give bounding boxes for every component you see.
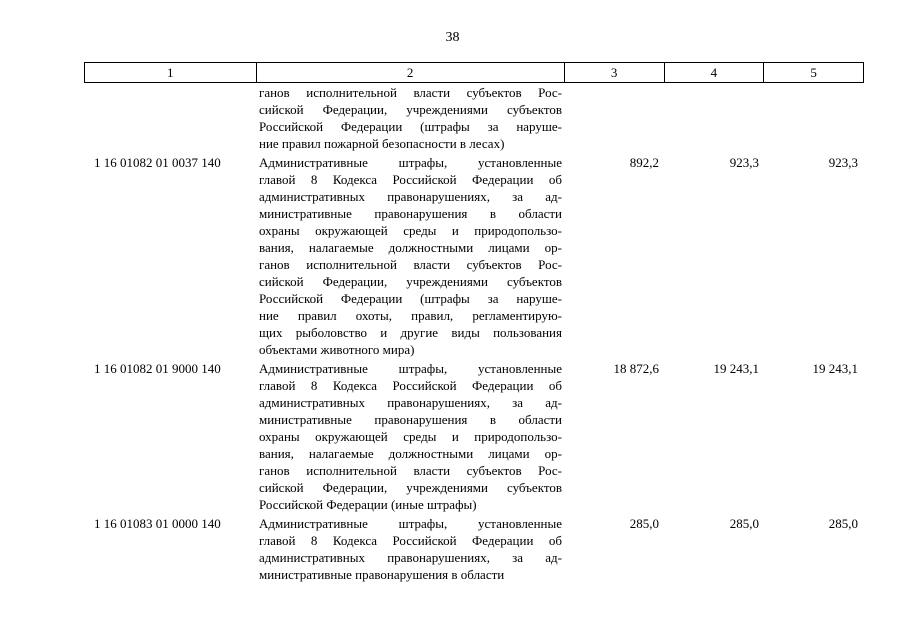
description-line: Административные штрафы, установленные <box>259 516 562 531</box>
description-line: вания, налагаемые должностными лицами ор- <box>259 446 562 461</box>
description-line: административных правонарушениях, за ад- <box>259 550 562 565</box>
description-cell <box>256 360 565 513</box>
description-cell <box>256 84 565 152</box>
budget-code-cell: 1 16 01082 01 0037 140 <box>94 155 221 170</box>
description-line: ние правил охоты, правил, регламентирую- <box>259 308 562 323</box>
amount-cell-5 <box>765 84 864 152</box>
description-line: ганов исполнительной власти субъектов Рос- <box>259 463 562 478</box>
budget-code-cell <box>84 84 256 152</box>
amount-cell-5: 285,0 <box>828 516 858 531</box>
amount-cell-3 <box>565 84 665 152</box>
description-cell <box>256 515 565 583</box>
description-cell <box>256 154 565 358</box>
table-body <box>84 84 864 585</box>
column-header-4: 4 <box>665 63 765 82</box>
description-line: охраны окружающей среды и природопользо- <box>259 223 562 238</box>
description-line: министративные правонарушения в области <box>259 412 562 427</box>
page-number: 38 <box>445 30 460 45</box>
table-header <box>84 62 864 83</box>
table-row <box>84 154 864 358</box>
table-row <box>84 360 864 513</box>
description-line: министративные правонарушения в области <box>259 567 505 582</box>
description-line: главой 8 Кодекса Российской Федерации об <box>259 533 562 548</box>
column-header-2: 2 <box>257 63 565 82</box>
amount-cell-5: 923,3 <box>828 155 858 170</box>
description-line: сийской Федерации, учреждениями субъектов <box>259 274 562 289</box>
column-header-3: 3 <box>565 63 665 82</box>
amount-cell-3: 892,2 <box>629 155 659 170</box>
description-line: главой 8 Кодекса Российской Федерации об <box>259 172 562 187</box>
budget-code-cell: 1 16 01083 01 0000 140 <box>94 516 221 531</box>
description-line: объектами животного мира) <box>259 342 415 357</box>
amount-cell-4 <box>665 84 765 152</box>
description-line: сийской Федерации, учреждениями субъектов <box>259 102 562 117</box>
description-line: главой 8 Кодекса Российской Федерации об <box>259 378 562 393</box>
column-header-5: 5 <box>810 65 817 80</box>
description-line: министративные правонарушения в области <box>259 206 562 221</box>
description-line: Российской Федерации (штрафы за наруше- <box>259 119 562 134</box>
description-line: охраны окружающей среды и природопользо- <box>259 429 562 444</box>
description-line: Административные штрафы, установленные <box>259 361 562 376</box>
description-line: Административные штрафы, установленные <box>259 155 562 170</box>
description-line: Российской Федерации (иные штрафы) <box>259 497 477 512</box>
column-header-1: 1 <box>85 63 257 82</box>
amount-cell-4: 923,3 <box>729 155 759 170</box>
description-line: щих рыболовство и другие виды пользования <box>259 325 562 340</box>
amount-cell-3: 18 872,6 <box>613 361 659 376</box>
description-line: административных правонарушениях, за ад- <box>259 395 562 410</box>
amount-cell-5: 19 243,1 <box>812 361 858 376</box>
description-line: сийской Федерации, учреждениями субъектов <box>259 480 562 495</box>
description-line: Российской Федерации (штрафы за наруше- <box>259 291 562 306</box>
table-row <box>84 515 864 583</box>
table-row <box>84 84 864 152</box>
description-line: вания, налагаемые должностными лицами ор- <box>259 240 562 255</box>
amount-cell-4: 19 243,1 <box>713 361 759 376</box>
amount-cell-4: 285,0 <box>729 516 759 531</box>
description-line: ганов исполнительной власти субъектов Рос- <box>259 257 562 272</box>
description-line: ганов исполнительной власти субъектов Рос- <box>259 85 562 100</box>
budget-code-cell: 1 16 01082 01 9000 140 <box>94 361 221 376</box>
description-line: административных правонарушениях, за ад- <box>259 189 562 204</box>
description-line: ние правил пожарной безопасности в лесах) <box>259 136 505 151</box>
amount-cell-3: 285,0 <box>629 516 659 531</box>
